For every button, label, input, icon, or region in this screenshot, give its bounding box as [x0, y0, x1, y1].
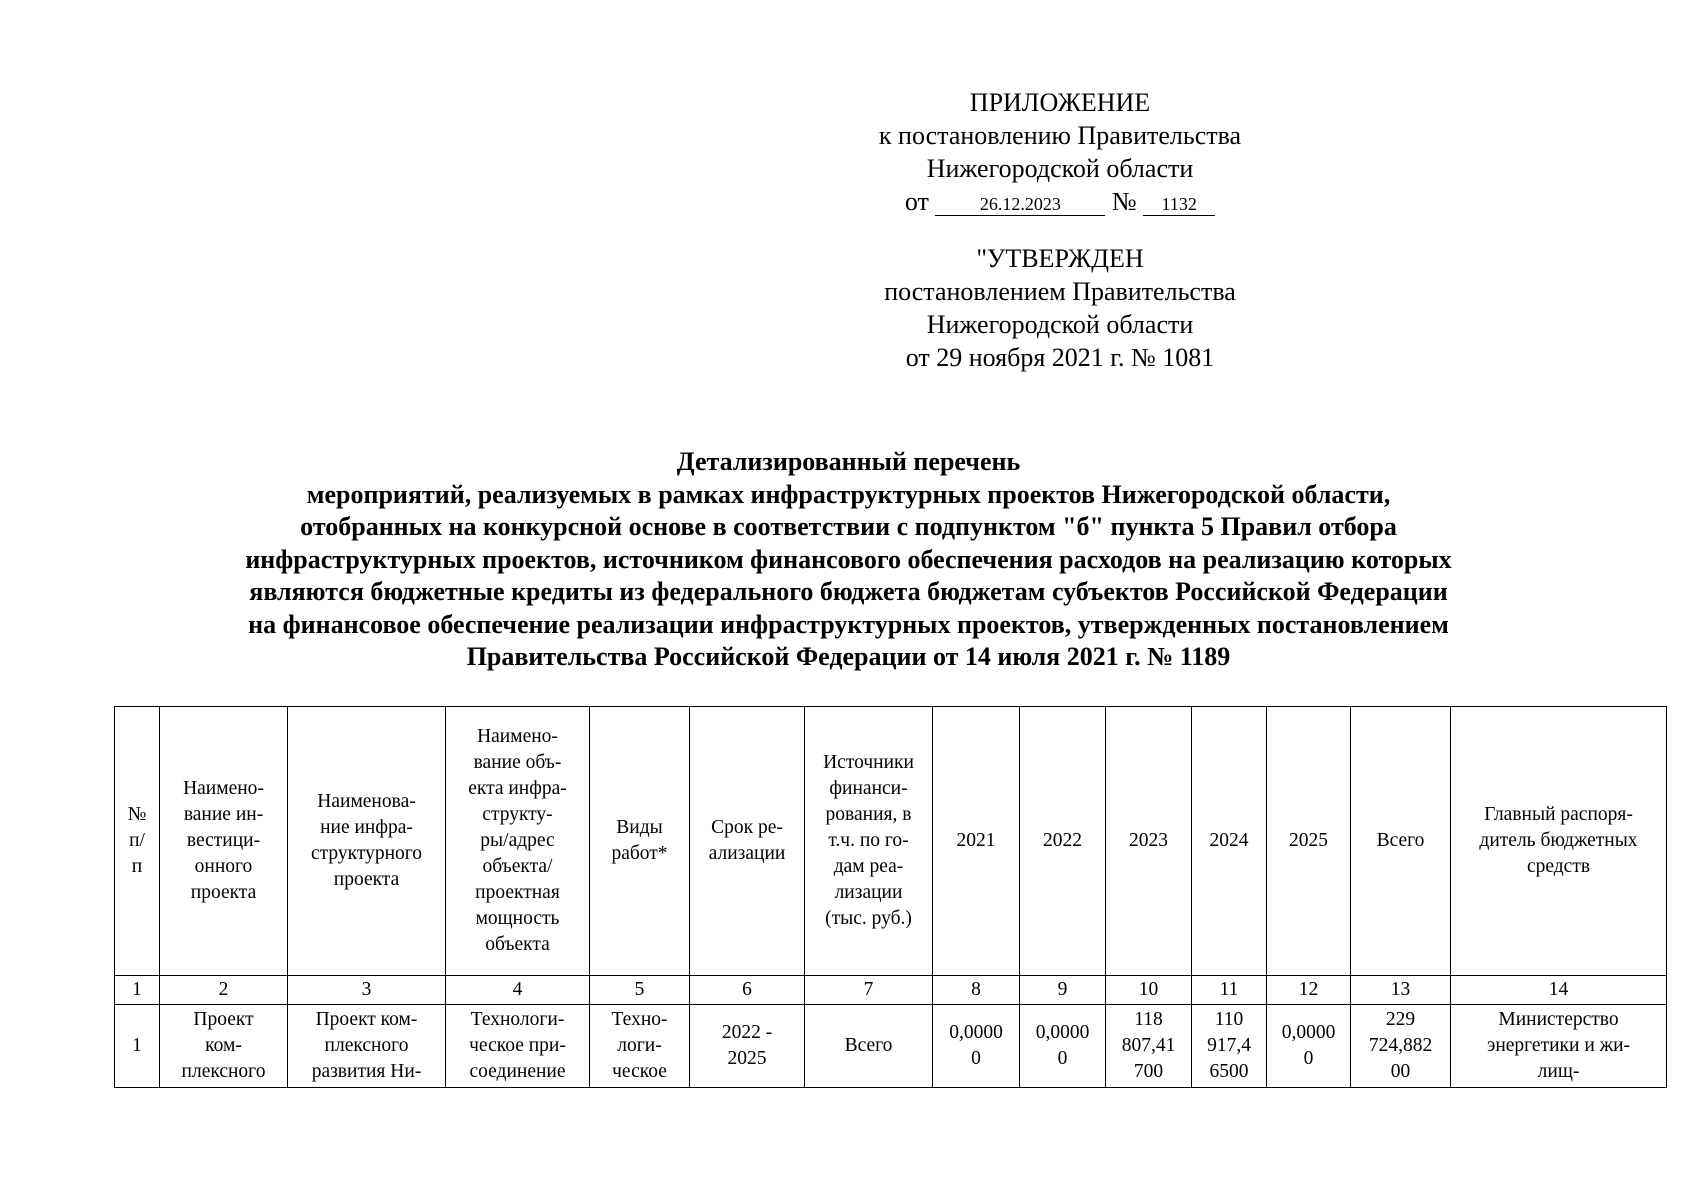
- title-line-4: инфраструктурных проектов, источником финансового обеспечения расходов на реализацию которых: [245, 544, 1452, 574]
- column-number-cell: 3: [288, 976, 446, 1005]
- header-cell: № п/ п: [115, 707, 160, 976]
- header-cell: 2021: [933, 707, 1020, 976]
- header-cell: 2022: [1020, 707, 1106, 976]
- column-number-cell: 12: [1267, 976, 1351, 1005]
- table-cell: 2022 - 2025: [690, 1005, 805, 1088]
- number-value: 1132: [1143, 193, 1215, 216]
- table-cell: Проект ком- плексного: [160, 1005, 288, 1088]
- table-row: [115, 1005, 1667, 1088]
- column-number-cell: 1: [115, 976, 160, 1005]
- column-number-cell: 2: [160, 976, 288, 1005]
- table-cell: 229 724,882 00: [1351, 1005, 1451, 1088]
- table-cell: 118 807,41 700: [1106, 1005, 1192, 1088]
- column-number-cell: 9: [1020, 976, 1106, 1005]
- table-cell: Техно- логи- ческое: [590, 1005, 690, 1088]
- column-number-cell: 5: [590, 976, 690, 1005]
- annex-line-3: Нижегородской области: [926, 154, 1194, 183]
- header-cell: 2025: [1267, 707, 1351, 976]
- column-number-row: [115, 976, 1667, 1005]
- title-line-6: на финансовое обеспечение реализации инфраструктурных проектов, утвержденных постановлением: [248, 609, 1449, 639]
- header-cell: Виды работ*: [590, 707, 690, 976]
- header-cell: Главный распоря- дитель бюджетных средств: [1451, 707, 1667, 976]
- annex-block: [820, 86, 1300, 374]
- column-number-cell: 10: [1106, 976, 1192, 1005]
- annex-line-2: к постановлению Правительства: [878, 121, 1242, 150]
- header-cell: Всего: [1351, 707, 1451, 976]
- column-number-cell: 8: [933, 976, 1020, 1005]
- column-number-cell: 11: [1192, 976, 1267, 1005]
- title-line-2: мероприятий, реализуемых в рамках инфраструктурных проектов Нижегородской области,: [306, 479, 1391, 509]
- document-title: [170, 446, 1527, 674]
- header-cell: Наимено- вание объ- екта инфра- структу- ры/адрес объекта/ проектная мощность объекта: [446, 707, 590, 976]
- title-line-3: отобранных на конкурсной основе в соответствии с подпунктом "б" пункта 5 Правил отбора: [300, 512, 1397, 541]
- number-sign: №: [1111, 187, 1137, 216]
- annex-gap: [820, 218, 1300, 242]
- table-cell: Всего: [805, 1005, 933, 1088]
- header-cell: Наимено- вание ин- вестици- онного проекта: [160, 707, 288, 976]
- date-prefix: от: [904, 187, 929, 216]
- column-number-cell: 14: [1451, 976, 1667, 1005]
- table-cell: Проект ком- плексного развития Ни-: [288, 1005, 446, 1088]
- header-cell: Источники финанси- рования, в т.ч. по го- дам реа- лизации (тыс. руб.): [805, 707, 933, 976]
- header-row: [115, 707, 1667, 976]
- title-line-1: Детализированный перечень: [676, 447, 1021, 476]
- table-cell: Министерство энергетики и жи- лищ-: [1451, 1005, 1667, 1088]
- title-line-5: являются бюджетные кредиты из федерального бюджета бюджетам субъектов Российской Федерации: [249, 577, 1448, 606]
- column-number-cell: 7: [805, 976, 933, 1005]
- column-number-cell: 13: [1351, 976, 1451, 1005]
- annex-date-line: [820, 185, 1300, 218]
- title-line-7: Правительства Российской Федерации от 14 июля 2021 г. № 1189: [466, 642, 1231, 671]
- table-cell: 0,0000 0: [1267, 1005, 1351, 1088]
- approved-line-4: от 29 ноября 2021 г. № 1081: [905, 343, 1215, 372]
- annex-heading: ПРИЛОЖЕНИЕ: [969, 88, 1151, 117]
- table-cell: 0,0000 0: [933, 1005, 1020, 1088]
- column-number-cell: 6: [690, 976, 805, 1005]
- date-value: 26.12.2023: [935, 193, 1105, 216]
- table-cell: 1: [115, 1005, 160, 1088]
- header-cell: 2024: [1192, 707, 1267, 976]
- header-cell: Срок ре- ализации: [690, 707, 805, 976]
- approved-heading: "УТВЕРЖДЕН: [976, 244, 1144, 273]
- measures-table: [114, 706, 1667, 1088]
- header-cell: 2023: [1106, 707, 1192, 976]
- column-number-cell: 4: [446, 976, 590, 1005]
- table-cell: 0,0000 0: [1020, 1005, 1106, 1088]
- header-cell: Наименова- ние инфра- структурного проекта: [288, 707, 446, 976]
- approved-line-2: постановлением Правительства: [884, 277, 1236, 306]
- approved-line-3: Нижегородской области: [926, 310, 1194, 339]
- table-cell: 110 917,4 6500: [1192, 1005, 1267, 1088]
- table-cell: Технологи- ческое при- соединение: [446, 1005, 590, 1088]
